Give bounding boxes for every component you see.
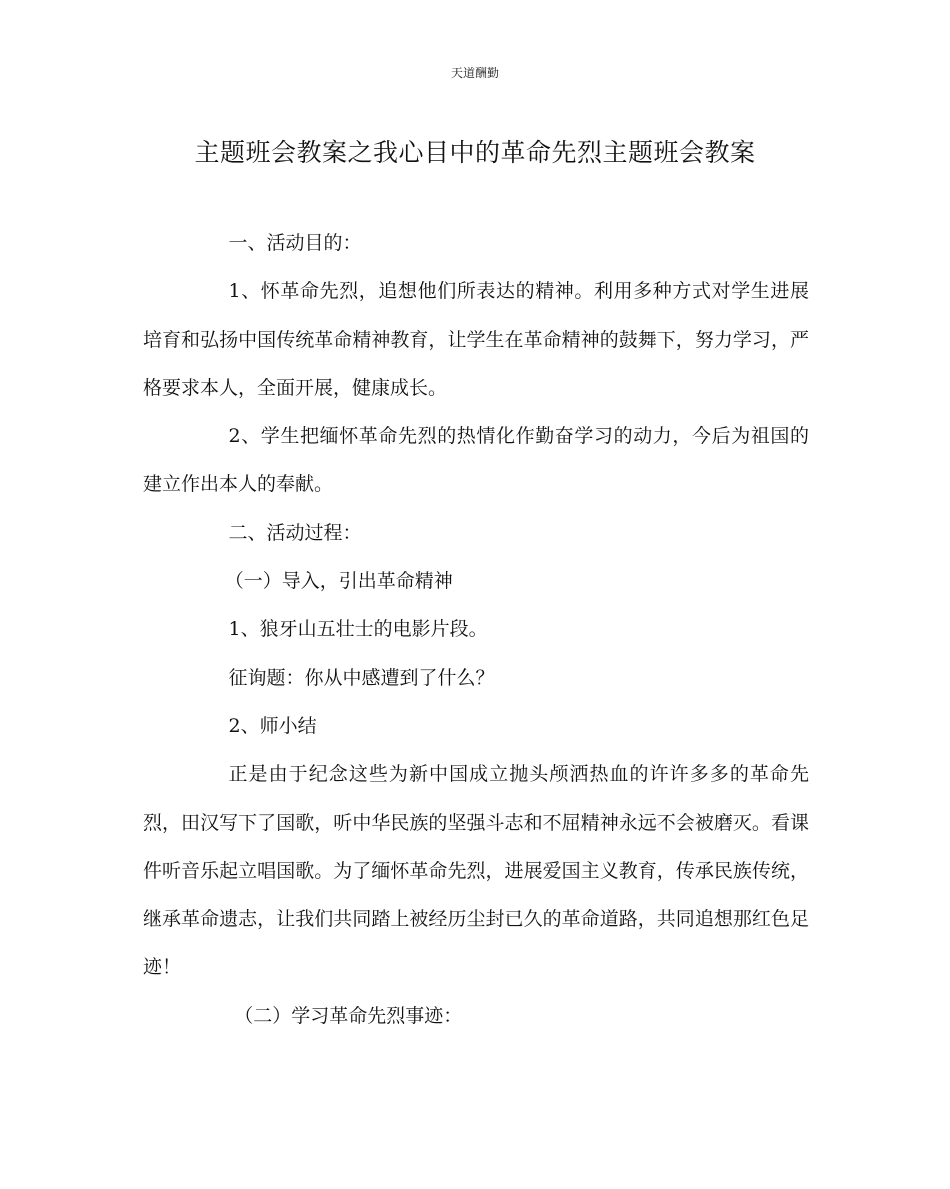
paragraph-purpose-1: 1、怀革命先烈，追想他们所表达的精神。利用多种方式对学生进展培育和弘扬中国传统革命精神教育，让学生在革命精神的鼓舞下，努力学习，严格要求本人，全面开展，健康成长。 xyxy=(143,280,809,399)
paragraph-purpose-2: 2、学生把缅怀革命先烈的热情化作勤奋学习的动力，今后为祖国的建立作出本人的奉献。 xyxy=(143,425,809,496)
paragraph-summary: 正是由于纪念这些为新中国成立抛头颅洒热血的许许多多的革命先烈，田汉写下了国歌，听中华民族的坚强斗志和不屈精神永远不会被磨灭。看课件听音乐起立唱国歌。为了缅怀革命先烈，进展爱国主义教育，传承民族传统，继承革命遗志，让我们共同踏上被经历尘封已久的革命道路，共同追想那红色足迹！ xyxy=(143,763,809,979)
paragraph-step-2: 2、师小结 xyxy=(228,714,317,737)
subsection-heading-intro: （一）导入，引出革命精神 xyxy=(224,570,453,593)
page-header: 天道酬勤 xyxy=(450,66,499,80)
document-body xyxy=(143,219,809,1040)
paragraph-step-1: 1、狼牙山五壮士的电影片段。 xyxy=(228,618,488,641)
paragraph-question: 征询题：你从中感遭到了什么？ xyxy=(228,666,495,689)
document-title: 主题班会教案之我心目中的革命先烈主题班会教案 xyxy=(194,138,756,167)
subsection-heading-study: （二）学习革命先烈事迹： xyxy=(234,1004,463,1027)
section-heading-process: 二、活动过程： xyxy=(228,521,362,544)
section-heading-purpose: 一、活动目的： xyxy=(228,232,362,254)
